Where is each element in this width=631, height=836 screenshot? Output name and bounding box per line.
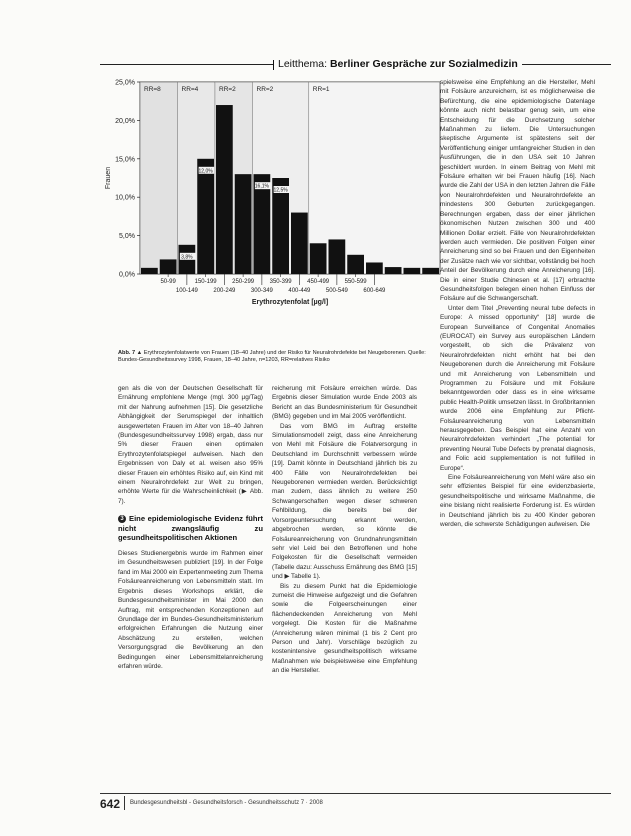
y-tick-label-4: 20,0% (115, 117, 135, 125)
middle-text-column (272, 384, 417, 676)
x-tick-label-upper-0: 50-99 (160, 279, 176, 285)
caption-text: Erythrozytenfolatwerte von Frauen (18–40 Jahre) und der Risiko für Neuralrohrdefekte bei Neugeborenen. Quelle: Bundes-Gesundheitssurvey 1998, Frauen, 18–40 Jahre, n=1203, RR=relatives Risiko (118, 350, 426, 364)
x-axis-label: Erythrozytenfolat [µg/l] (251, 299, 329, 306)
x-tick-label-upper-2: 250-299 (232, 279, 255, 285)
header-prefix: Leitthema: (278, 58, 328, 70)
mid-paragraph-2: Das vom BMG im Auftrag erstellte Simulationsmodell zeigt, dass eine Anreicherung von Mehl mit Folsäure die Folatversorgung in Deutschland im Durchschnitt verbessern würde [19]. Damit könnte in Deutschland jährlich bis zu 400 Fälle von Neuralrohrdefekten bei Neugeborenen vermieden werden. Berücksichtigt man zudem, dass ähnlich zu weitere 250 Schwangerschaften wegen dieser schweren Fehlbildung, die bereits bei der Vorsorgeuntersuchung erkannt werden, abgebrochen werden, so könnte die Folsäureanreicherung von Grundnahrungsmitteln sehr viel Leid bei den Betroffenen und hohe Folgekosten für die Gesellschaft vermeiden (Tabelle dazu: Ausschuss Ernährung des BMG [15] und ▶ Tabelle 1). (272, 422, 417, 581)
left-paragraph-1: gen als die von der Deutschen Gesellschaft für Ernährung empfohlene Menge (mgl. 300 µg/Tag) mit der Nahrung aufnehmen [15]. Die gesetzliche Abhängigkeit der Serumspiegel der inhaltlich ausgewerteten Frauen im Alter von 18–40 Jahren (Bundesgesundheitssurvey 1998) ergab, dass nur 5% dieser Frauen einen optimalen Erythrozytenfolatspiegel aufweisen. Nach den Ergebnissen von Daly et al. weisen also 95% dieser Frauen ein erhöhtes Risiko auf, ein Kind mit einem Neuralrohrdefekt zur Welt zu bringen, erhöhte Werte für die Wahrscheinlichkeit (▶ Abb. 7). (118, 385, 263, 505)
figure-caption (118, 350, 448, 365)
caption-label: Abb. 7 ▲ (118, 350, 143, 356)
x-tick-label-upper-3: 350-399 (269, 279, 292, 285)
bar-9 (291, 213, 308, 274)
x-tick-label-lower-0: 100-149 (175, 288, 198, 294)
left-paragraph-2: Dieses Studienergebnis wurde im Rahmen einer im Gesundheitswesen publiziert [19]. In der Folge fand im Mai 2000 ein Expertenmeeting zum Thema Folsäureanreicherung von Lebensmitteln statt. Im Ergebnis dieses Workshops erklärt, die Bundesgesundheitsminister im Mai 2000 den Auftrag, mit entsprechenden Konzeptionen auf Grundlage der im Bundes-Gesundheitsministerium erfolgreichen Erfahrungen die Nutzung einer Abschätzung zu erstellen, welchen Versorgungsgrad die Bevölkerung an den Bedingungen einer Lebensmittelanreicherung erfahren würde. (118, 550, 263, 670)
risk-label-3: RR=2 (219, 86, 236, 93)
bar-label-7: 16,1% (254, 183, 269, 190)
bar-11 (329, 239, 346, 274)
bar-6 (235, 174, 252, 274)
right-paragraph-2: Unter dem Titel „Preventing neural tube defects in Europe: A missed opportunity“ [18] wurde die European Surveillance of Congenital Anomalies (EUROCAT) ein Survey aus europäischen Ländern vorgestellt, ob sich die Prävalenz von Neuralrohrdefekten nicht erhöht hat bei den Neugeborenen durch die Anreicherung mit Folsäure und mit Anreicherung von Lebensmitteln und Programmen zu Folsäure und mit Folsäure bekanntgeworden oder dass es in eine wirksame public Health-Politik umsetzen lässt. In Großbritannien wurde 2006 eine Empfehlung zur Pflicht-Folsäureanreicherung von Lebensmitteln herausgegeben. Das Beispiel hat eine Anzahl von Neuralrohrdefekten verhindert „The potential for preventing Neural Tube Defects by prenatal diagnosis, and Folic acid supplementation is not fulfilled in Europe“. (440, 304, 595, 472)
x-tick-label-upper-5: 550-599 (344, 279, 367, 285)
x-tick-label-lower-1: 200-249 (213, 288, 236, 294)
page-number: 642 (100, 797, 121, 811)
bar-14 (385, 267, 402, 274)
footer-separator (124, 796, 125, 810)
x-tick-label-upper-4: 450-499 (307, 279, 330, 285)
histogram-svg (100, 74, 450, 324)
bar-4 (197, 159, 214, 274)
x-tick-label-upper-1: 150-199 (194, 279, 217, 285)
bar-label-8: 12,5% (273, 187, 288, 194)
section-heading (118, 514, 263, 543)
y-tick-label-3: 15,0% (115, 156, 135, 164)
bar-5 (216, 105, 233, 274)
bar-1 (141, 268, 158, 274)
bar-15 (404, 268, 421, 274)
left-text-column (118, 384, 263, 671)
right-paragraph-3: Eine Folsäureanreicherung von Mehl wäre also ein sehr effizientes Beispiel für eine evidenzbasierte, gesundheitspolitische und wirksame Maßnahme, die eine bislang nicht realisierte Forderung ist. Es würden in Deutschland jährlich bis zu 400 Kinder geboren werden, die schwerste Schädigungen aufweisen. Die (440, 474, 595, 529)
risk-region-5 (309, 82, 440, 274)
risk-region-1 (140, 82, 178, 274)
mid-paragraph-1: reicherung mit Folsäure erreichen würde. Das Ergebnis dieser Simulation wurde Ende 2003 als Bericht an das Bundesministerium für Gesundheit (BMG) gegeben und im Mai 2005 veröffentlicht. (272, 385, 417, 421)
running-header (274, 58, 522, 70)
x-tick-label-lower-4: 500-549 (325, 288, 348, 294)
mid-paragraph-3: Bis zu diesem Punkt hat die Epidemiologie zumeist die Hinweise aufgezeigt und die Gefahren sowie die Folgeerscheinungen einer flächendeckenden Anreicherung von Mehl vorgelegt. Die Kosten für die Maßnahme (Anreicherung wären minimal (1 bis 2 Cent pro Person und Jahr). Vorschläge bezüglich zu kostenintensive gesundheitspolitisch wirksame Maßnahmen wie beispielsweise eine Empfehlung an die Hersteller. (272, 582, 417, 675)
section-title: Eine epidemiologische Evidenz führt nicht zwangsläufig zu gesundheitspolitischen Aktionen (118, 514, 263, 543)
bar-10 (310, 243, 327, 274)
x-tick-label-lower-3: 400-449 (288, 288, 311, 294)
bar-label-4: 12,0% (198, 168, 213, 175)
right-paragraph-1: spielsweise eine Empfehlung an die Hersteller, Mehl mit Folsäure anzureichern, ist es möglicherweise die Befürchtung, die eine epidemiologische Datenlage könnte auch nicht belastbar genug sein, um eine Entscheidung für die Durchsetzung solcher Maßnahmen zu liefern. Die Untersuchungen skeptische Argumente ist spätestens seit der Veröffentlichung einiger umfangreicher Studien in den Ausführungen, die in den USA seit 10 Jahren geschildert wurden. In einem Beitrag von Mehl mit Folsäure erhalten wir bei Frauen häufig [16]. Nach wurde die Zahl der USA in den letzten Jahren die Fälle von Neuralrohrdefekten und Neuralrohrdefekte an mindestens 300 Geburten zurückgegangen. Berechnungen ergaben, dass der einer jährlichen ökonomischen Nutzen zwischen 300 und 400 Millionen Dollar erzielt. Fälle von Neuralrohrdefekten werden auch vermieden. Die positiven Folgen einer Anreicherung sind so bei Frauen und den Eigenheiten der Zusätze nach wie vor sichtbar, vollständig bei hoch Anteil der Bevölkerung durch eine Anreicherung [16]. Die in einer Studie Chinesen et al. [17] erbrachte Gesundheitsfolgen belegen einen hohen Einfluss der Folsäure auf die Schwangerschaft. (440, 79, 595, 303)
bar-2 (160, 259, 177, 274)
risk-label-4: RR=2 (256, 86, 274, 93)
section-number: 3 (118, 515, 126, 523)
bar-label-3: 3,8% (181, 254, 193, 261)
footer-rule (100, 793, 611, 794)
risk-label-1: RR=8 (144, 86, 161, 93)
y-tick-label-0: 0,0% (119, 271, 135, 279)
x-tick-label-lower-5: 600-649 (363, 288, 386, 294)
y-tick-label-5: 25,0% (115, 79, 135, 87)
bar-13 (366, 262, 383, 274)
footer-citation: Bundesgesundheitsbl - Gesundheitsforsch - Gesundheitsschutz 7 · 2008 (130, 800, 323, 806)
bar-16 (422, 268, 439, 274)
y-tick-label-1: 5,0% (119, 233, 135, 241)
header-title: Berliner Gespräche zur Sozialmedizin (329, 58, 518, 70)
y-axis-label: Frauen (105, 166, 112, 190)
right-text-column (440, 78, 595, 530)
x-tick-label-lower-2: 300-349 (250, 288, 273, 294)
y-tick-label-2: 10,0% (115, 194, 135, 202)
risk-label-2: RR=4 (181, 86, 199, 93)
bar-12 (347, 255, 364, 274)
folate-histogram (100, 74, 450, 324)
risk-label-5: RR=1 (312, 86, 330, 93)
